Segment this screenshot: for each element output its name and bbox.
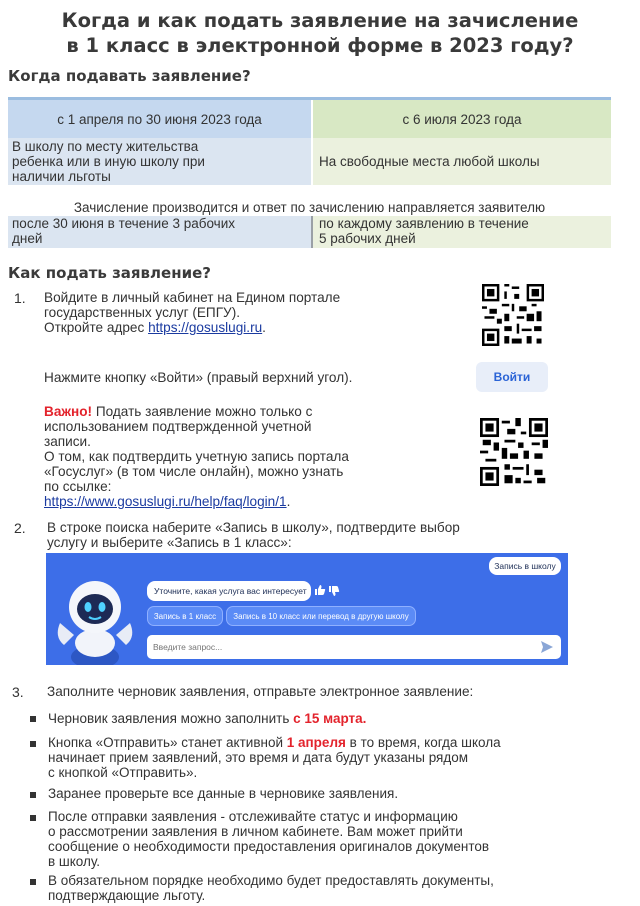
col1-text-line: наличии льготы <box>12 169 111 184</box>
col1-header: с 1 апреля по 30 июня 2023 года <box>8 100 311 138</box>
step1-text <box>44 290 464 335</box>
bullet-icon <box>30 815 36 821</box>
option-tenth-grade[interactable]: Запись в 10 класс или перевод в другую школу <box>226 606 416 626</box>
when-heading: Когда подавать заявление? <box>8 67 251 85</box>
gosuslugi-chat-panel <box>46 553 568 665</box>
send-icon[interactable] <box>540 640 554 654</box>
step1-open-line <box>44 320 464 335</box>
step3-text: Заполните черновик заявления, отправьте электронное заявление: <box>47 684 474 699</box>
important-line: записи. <box>44 434 91 449</box>
b1-date: с 15 марта <box>293 711 363 726</box>
important-line: использованием подтвержденной учетной <box>44 419 312 434</box>
col2-note-line: 5 рабочих дней <box>319 231 416 246</box>
important-text <box>44 404 464 509</box>
step1-number: 1. <box>14 290 26 306</box>
b2-text: Кнопка «Отправить» станет активной <box>48 735 287 750</box>
bullet-check: Заранее проверьте все данные в черновике заявления. <box>48 786 399 801</box>
important-line: по ссылке: <box>44 479 112 494</box>
col1-text <box>8 138 311 185</box>
b2-rest: в то время, когда школа <box>345 735 501 750</box>
b2-date: 1 апреля <box>286 735 346 750</box>
important-rest: Подать заявление можно только с <box>92 404 313 419</box>
faq-link[interactable]: https://www.gosuslugi.ru/help/faq/login/1 <box>44 494 287 509</box>
col1-note <box>8 216 311 248</box>
b2-line: начинает прием заявлений, это время и дата будут указаны рядом <box>48 750 469 765</box>
option-first-grade[interactable]: Запись в 1 класс <box>147 606 223 626</box>
col1-note-line: после 30 июня в течение 3 рабочих <box>12 216 236 231</box>
chat-search-input[interactable] <box>147 635 561 659</box>
bullet-draft <box>48 711 628 726</box>
b4-line: После отправки заявления - отслеживайте статус и информацию <box>48 809 458 824</box>
col2-header: с 6 июля 2023 года <box>311 100 611 138</box>
bullet-icon <box>30 741 36 747</box>
b4-line: сообщение о необходимости предоставления оригиналов документов <box>48 839 490 854</box>
bullet-icon <box>30 792 36 798</box>
press-login-text: Нажмите кнопку «Войти» (правый верхний угол). <box>44 370 353 385</box>
col2-text: На свободные места любой школы <box>311 138 611 185</box>
title-line1: Когда и как подать заявление на зачисление <box>61 9 579 32</box>
b5-line: В обязательном порядке необходимо будет предоставлять документы, <box>48 873 494 888</box>
col1-text-line: ребенка или в иную школу при <box>12 154 205 169</box>
thumbs-down-icon[interactable] <box>328 585 340 597</box>
col1-note-line: дней <box>12 231 43 246</box>
col2-note-line: по каждому заявлению в течение <box>319 216 529 231</box>
important-label: Важно! <box>44 404 93 419</box>
b1-end: . <box>362 711 367 726</box>
b1-text: Черновик заявления можно заполнить <box>48 711 294 726</box>
faq-line <box>44 494 464 509</box>
bullet-documents <box>48 873 628 903</box>
b2-line: с кнопкой «Отправить». <box>48 765 198 780</box>
step2-text <box>47 520 607 550</box>
title-line2: в 1 класс в электронной форме в 2023 году? <box>66 34 574 57</box>
bullet-send-button <box>48 735 628 780</box>
thumbs-up-icon[interactable] <box>314 584 326 596</box>
b4-line: о рассмотрении заявления в личном кабинете. Вам может прийти <box>48 824 463 839</box>
schedule-body-row <box>8 138 611 185</box>
open-prefix: Откройте адрес <box>44 320 149 335</box>
response-row <box>8 216 611 248</box>
how-heading: Как подать заявление? <box>8 264 211 282</box>
step1-line: Войдите в личный кабинет на Едином портале <box>44 290 341 305</box>
b5-line: подтверждающие льготу. <box>48 888 206 903</box>
page-title <box>0 8 640 58</box>
b4-line: в школу. <box>48 854 101 869</box>
user-message-chip[interactable]: Запись в школу <box>489 557 561 575</box>
important-first-line <box>44 404 464 419</box>
bullet-icon <box>30 879 36 885</box>
col1-text-line: В школу по месту жительства <box>12 139 199 154</box>
robot-assistant-icon <box>52 575 138 665</box>
important-line: О том, как подтвердить учетную запись портала <box>44 449 349 464</box>
qr-code-icon <box>480 418 548 486</box>
step2-line: услугу и выберите «Запись в 1 класс»: <box>47 535 292 550</box>
step2-line: В строке поиска наберите «Запись в школу», подтвердите выбор <box>47 520 460 535</box>
faq-suffix: . <box>286 494 291 509</box>
col2-note <box>311 216 611 248</box>
enrollment-note: Зачисление производится и ответ по зачислению направляется заявителю <box>73 200 546 215</box>
step3-number: 3. <box>12 684 24 700</box>
schedule-header-row <box>8 100 611 138</box>
bullet-status <box>48 809 628 869</box>
important-line: «Госуслуг» (в том числе онлайн), можно узнать <box>44 464 344 479</box>
step1-line: государственных услуг (ЕПГУ). <box>44 305 240 320</box>
b2-first-line <box>48 735 628 750</box>
step2-number: 2. <box>14 520 26 536</box>
open-suffix: . <box>262 320 266 335</box>
bot-question-bubble: Уточните, какая услуга вас интересует <box>147 581 311 601</box>
gosuslugi-link[interactable]: https://gosuslugi.ru <box>148 320 263 335</box>
bullet-icon <box>30 716 36 722</box>
login-button[interactable]: Войти <box>476 362 548 392</box>
qr-code-icon <box>482 284 544 346</box>
